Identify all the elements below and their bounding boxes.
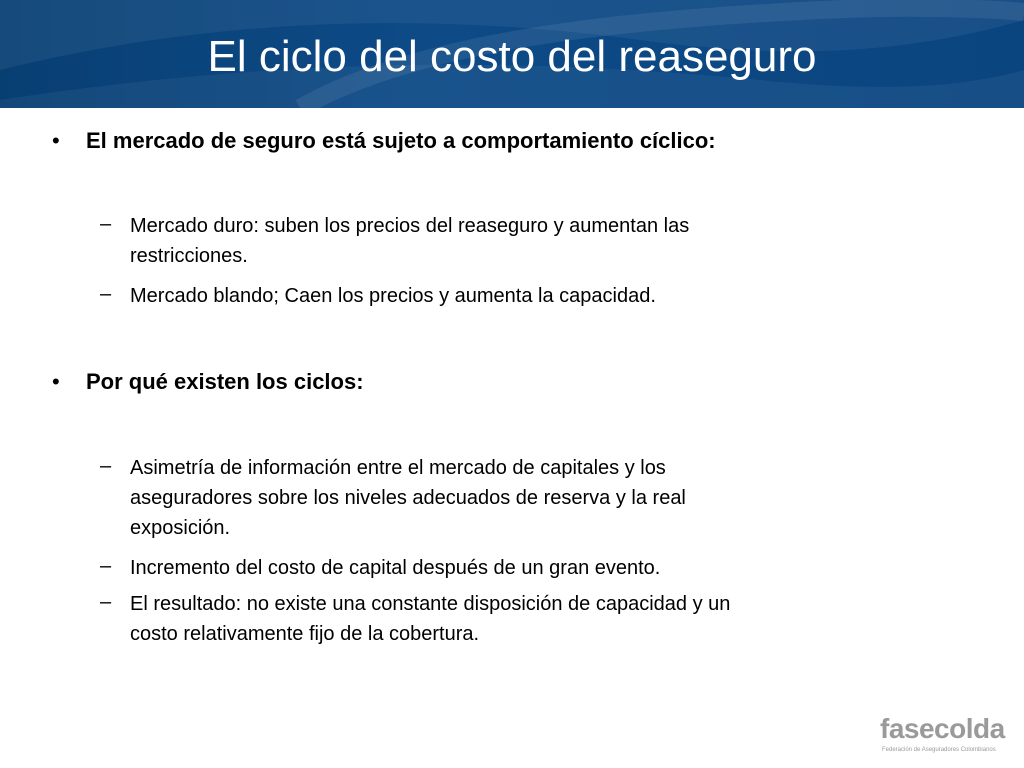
logo-tagline: Federación de Aseguradores Colombianos	[882, 747, 996, 753]
list-item-soft-market	[130, 281, 656, 311]
section-heading-why: Por qué existen los ciclos:	[86, 369, 364, 394]
list-item-capital-cost	[130, 553, 660, 583]
bullet-marker: •	[52, 369, 60, 394]
dash-marker: –	[100, 555, 112, 577]
list-item-line: Asimetría de información entre el mercado de capitales y los	[130, 457, 666, 479]
dash-marker: –	[100, 591, 112, 613]
bullet-marker: •	[52, 128, 60, 153]
dash-marker: –	[100, 213, 112, 235]
list-item-hard-market	[130, 211, 689, 271]
dash-marker: –	[100, 283, 112, 305]
list-item-line: aseguradores sobre los niveles adecuados de reserva y la real	[130, 487, 686, 509]
list-item-line: exposición.	[130, 517, 231, 539]
logo-wordmark: fasecolda	[880, 713, 1005, 744]
list-item-asymmetry	[130, 453, 686, 543]
list-item-line: costo relativamente fijo de la cobertura.	[130, 623, 480, 645]
section-heading-cycle: El mercado de seguro está sujeto a comportamiento cíclico:	[86, 128, 716, 153]
list-item-line: Incremento del costo de capital después de un gran evento.	[130, 557, 661, 579]
fasecolda-logo	[880, 713, 1012, 759]
list-item-line: Mercado blando; Caen los precios y aumenta la capacidad.	[130, 285, 656, 307]
list-item-result	[130, 589, 730, 649]
dash-marker: –	[100, 455, 112, 477]
list-item-line: El resultado: no existe una constante disposición de capacidad y un	[130, 593, 731, 615]
slide-title: El ciclo del costo del reaseguro	[207, 32, 817, 81]
list-item-line: restricciones.	[130, 245, 248, 267]
list-item-line: Mercado duro: suben los precios del reaseguro y aumentan las	[130, 215, 690, 237]
